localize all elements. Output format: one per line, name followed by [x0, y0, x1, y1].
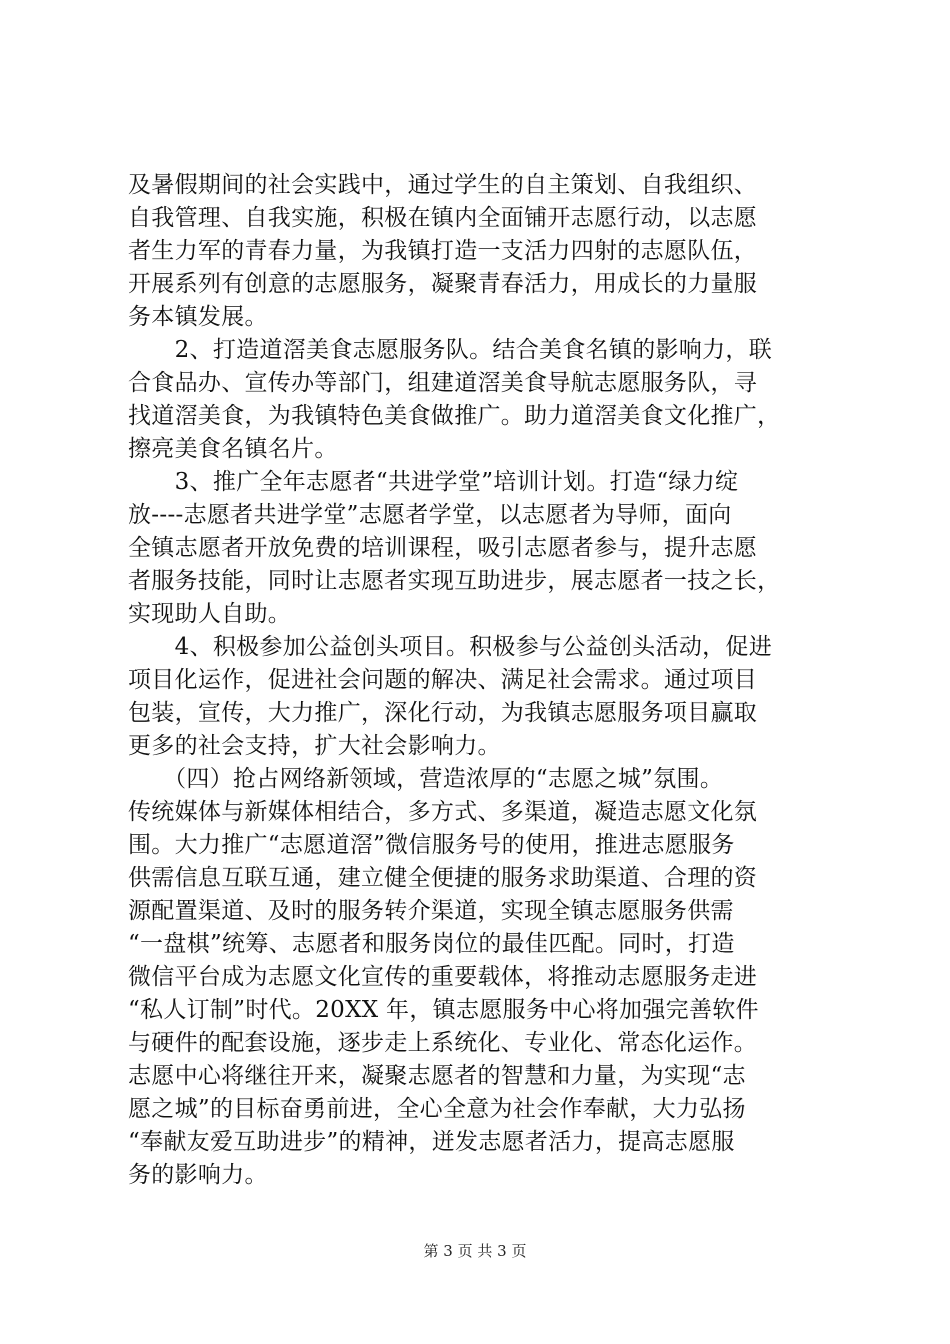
text-line: 放----志愿者共进学堂”志愿者学堂，以志愿者为导师，面向	[128, 502, 732, 528]
text-line: 找道滘美食，为我镇特色美食做推广。助力道滘美食文化推广，	[128, 403, 781, 429]
text-line: 与硬件的配套设施，逐步走上系统化、专业化、常态化运作。	[128, 1030, 758, 1056]
text-line: 务本镇发展。	[128, 304, 268, 330]
text-line: 3、推广全年志愿者“共进学堂”培训计划。打造“绿力绽	[128, 469, 739, 495]
text-line: 及暑假期间的社会实践中，通过学生的自主策划、自我组织、	[128, 172, 758, 198]
text-line: 传统媒体与新媒体相结合，多方式、多渠道，凝造志愿文化氛	[128, 799, 758, 825]
text-line: 项目化运作，促进社会问题的解决、满足社会需求。通过项目	[128, 667, 758, 693]
text-line: 志愿中心将继往开来，凝聚志愿者的智慧和力量，为实现“志	[128, 1063, 746, 1089]
text-line: 供需信息互联互通，建立健全便捷的服务求助渠道、合理的资	[128, 865, 758, 891]
text-line: 4、积极参加公益创头项目。积极参与公益创头活动，促进	[128, 634, 773, 660]
text-line: 源配置渠道、及时的服务转介渠道，实现全镇志愿服务供需	[128, 898, 734, 924]
text-line: 更多的社会支持，扩大社会影响力。	[128, 733, 501, 759]
text-line: “奉献友爱互助进步”的精神，迸发志愿者活力，提高志愿服	[128, 1129, 735, 1155]
page-number-footer: 第 3 页 共 3 页	[423, 1242, 527, 1260]
text-line: 自我管理、自我实施，积极在镇内全面铺开志愿行动，以志愿	[128, 205, 758, 231]
text-line: 愿之城”的目标奋勇前进，全心全意为社会作奉献，大力弘扬	[128, 1096, 746, 1122]
text-line: 务的影响力。	[128, 1162, 268, 1188]
text-line: 者生力军的青春力量，为我镇打造一支活力四射的志愿队伍，	[128, 238, 758, 264]
text-line: 合食品办、宣传办等部门，组建道滘美食导航志愿服务队，寻	[128, 370, 758, 396]
text-line: 全镇志愿者开放免费的培训课程，吸引志愿者参与，提升志愿	[128, 535, 758, 561]
text-line: 2、打造道滘美食志愿服务队。结合美食名镇的影响力，联	[128, 337, 773, 363]
text-line: 微信平台成为志愿文化宣传的重要载体，将推动志愿服务走进	[128, 964, 758, 990]
text-line: “一盘棋”统筹、志愿者和服务岗位的最佳匹配。同时，打造	[128, 931, 735, 957]
text-line: 擦亮美食名镇名片。	[128, 436, 338, 462]
text-line: 围。大力推广“志愿道滘”微信服务号的使用，推进志愿服务	[128, 832, 735, 858]
text-line: “私人订制”时代。20XX 年，镇志愿服务中心将加强完善软件	[128, 997, 759, 1023]
text-line: 实现助人自助。	[128, 601, 292, 627]
text-line: 者服务技能，同时让志愿者实现互助进步，展志愿者一技之长，	[128, 568, 781, 594]
text-line: （四）抢占网络新领域，营造浓厚的“志愿之城”氛围。	[128, 766, 724, 792]
text-line: 开展系列有创意的志愿服务，凝聚青春活力，用成长的力量服	[128, 271, 758, 297]
text-line: 包装，宣传，大力推广，深化行动，为我镇志愿服务项目赢取	[128, 700, 758, 726]
